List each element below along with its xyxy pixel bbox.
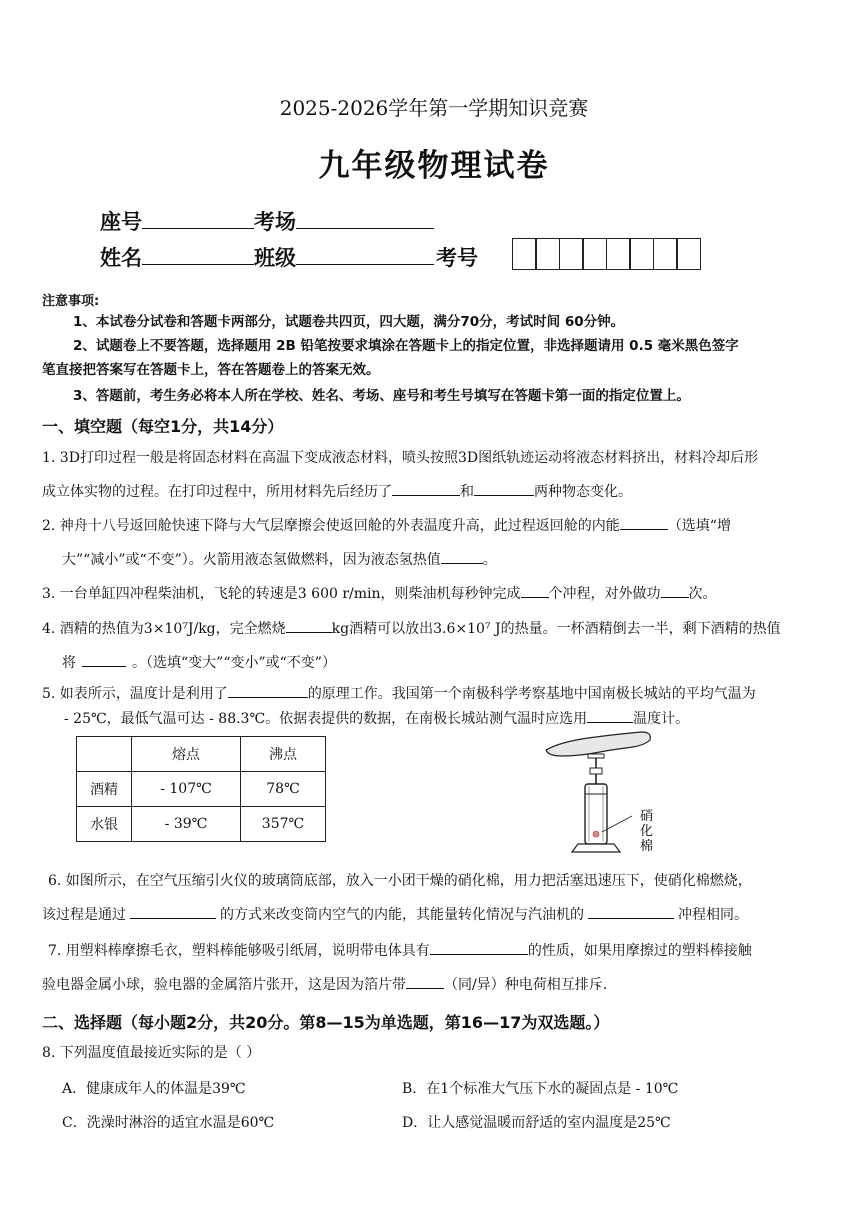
q1-text-c: 两种物态变化。 xyxy=(534,484,632,500)
collar xyxy=(590,768,602,774)
note-1: 1、本试卷分试卷和答题卡两部分，试题卷共四页，四大题，满分70分，考试时间 60分钟。 xyxy=(73,314,625,330)
name-blank[interactable] xyxy=(142,246,254,265)
q1-blank-2[interactable] xyxy=(474,481,534,496)
q6-text-a: 该过程是通过 xyxy=(42,907,126,923)
q2-blank-2[interactable] xyxy=(441,549,483,564)
q2-text-c: 大”“减小”或“不变”）。火箭用液态氢做燃料，因为液态氢热值 xyxy=(62,552,441,568)
section-2-heading: 二、选择题（每小题2分，共20分。第8—15为单选题，第16—17为双选题。） xyxy=(42,1013,610,1032)
name-class-row xyxy=(100,242,478,272)
q6-line1: 6. 如图所示，在空气压缩引火仪的玻璃筒底部，放入一小团干燥的硝化棉，用力把活塞迅速压下，使硝化棉燃烧， xyxy=(48,873,752,889)
seat-blank[interactable] xyxy=(142,210,254,229)
q3-blank-2[interactable] xyxy=(661,583,689,598)
q4-line1 xyxy=(42,618,781,640)
exam-number-box[interactable] xyxy=(676,238,701,270)
exam-number-box[interactable] xyxy=(512,238,537,270)
q8-option-c[interactable]: C．洗澡时淋浴的适宜水温是60℃ xyxy=(62,1115,275,1131)
table-header-cell: 熔点 xyxy=(132,737,241,772)
seat-label: 座号 xyxy=(100,210,142,234)
exam-number-box[interactable] xyxy=(653,238,678,270)
q8-option-d[interactable]: D．让人感觉温暖而舒适的室内温度是25℃ xyxy=(402,1115,671,1131)
section-1-heading: 一、填空题（每空1分，共14分） xyxy=(42,417,284,436)
q2-line1 xyxy=(42,515,731,537)
q3-text-c: 次。 xyxy=(688,586,717,602)
q4-text-b: kg酒精可以放出3.6×10⁷ J的热量。一杯酒精倒去一半，剩下酒精的热值 xyxy=(331,621,781,637)
q2-text-d: 。 xyxy=(482,552,497,568)
q7-text-c: 验电器金属小球，验电器的金属箔片张开，这是因为箔片带 xyxy=(42,977,406,993)
q5-line1 xyxy=(42,683,756,705)
room-blank[interactable] xyxy=(296,210,434,229)
table-cell: 酒精 xyxy=(77,772,132,807)
q7-blank-2[interactable] xyxy=(406,974,444,989)
table-header-row xyxy=(77,737,326,772)
q8-option-b[interactable]: B．在1个标准大气压下水的凝固点是 - 10℃ xyxy=(402,1081,679,1097)
q2-text-b: （选填“增 xyxy=(667,518,731,534)
table-cell: 357℃ xyxy=(241,807,326,842)
exam-title: 九年级物理试卷 xyxy=(318,148,550,184)
exam-number-box[interactable] xyxy=(535,238,560,270)
q2-text-a: 2. 神舟十八号返回舱快速下降与大气层摩擦会使返回舱的外表温度升高，此过程返回舱的内能 xyxy=(42,518,620,534)
q1-text-a: 成立体实物的过程。在打印过程中，所用材料先后经历了 xyxy=(42,484,392,500)
q8-stem: 8. 下列温度值最接近实际的是（ ） xyxy=(42,1045,261,1061)
exam-number-box[interactable] xyxy=(606,238,631,270)
note-3: 3、答题前，考生务必将本人所在学校、姓名、考场、座号和考生号填写在答题卡第一面的指定位置上。 xyxy=(73,388,690,404)
note-2: 2、试题卷上不要答题，选择题用 2B 铅笔按要求填涂在答题卡上的指定位置，非选择题请用 0.5 毫米黑色签字 xyxy=(73,338,739,354)
q2-line2 xyxy=(62,549,497,571)
q7-blank-1[interactable] xyxy=(430,940,528,955)
class-blank[interactable] xyxy=(296,246,434,265)
exam-no-label: 考号 xyxy=(436,246,478,270)
q4-blank-2[interactable] xyxy=(82,652,126,667)
notes-heading: 注意事项: xyxy=(42,294,100,309)
q5-text-d: 温度计。 xyxy=(633,711,690,727)
q6-text-c: 冲程相同。 xyxy=(678,907,748,923)
exam-number-box[interactable] xyxy=(629,238,654,270)
table-header-cell xyxy=(77,737,132,772)
q5-text-c: - 25℃，最低气温可达 - 88.3℃。依据表提供的数据，在南极长城站测气温时应选用 xyxy=(64,711,588,727)
q4-text-a: 4. 酒精的热值为3×10⁷J/kg，完全燃烧 xyxy=(42,621,286,637)
table-row xyxy=(77,772,326,807)
q7-text-b: 的性质，如果用摩擦过的塑料棒接触 xyxy=(527,943,752,959)
q5-text-a: 5. 如表所示，温度计是利用了 xyxy=(42,686,228,702)
seat-room-row xyxy=(100,206,434,236)
q5-blank-1[interactable] xyxy=(228,683,308,698)
class-label: 班级 xyxy=(254,246,296,270)
q4-blank-1[interactable] xyxy=(286,618,332,633)
q3-line xyxy=(42,583,717,605)
q1-line2 xyxy=(42,481,632,503)
table-cell: - 107℃ xyxy=(132,772,241,807)
q3-text-a: 3. 一台单缸四冲程柴油机，飞轮的转速是3 600 r/min，则柴油机每秒钟完成 xyxy=(42,586,521,602)
base xyxy=(572,844,620,852)
air-compression-igniter-figure xyxy=(540,728,670,858)
name-label: 姓名 xyxy=(100,246,142,270)
q4-line2 xyxy=(62,652,336,674)
cotton-icon xyxy=(593,831,599,837)
q1-blank-1[interactable] xyxy=(392,481,460,496)
hand-icon xyxy=(546,732,650,756)
q6-blank-2[interactable] xyxy=(588,904,674,919)
q5-blank-2[interactable] xyxy=(587,708,633,723)
table-header-cell: 沸点 xyxy=(241,737,326,772)
q7-line2 xyxy=(42,974,607,996)
q5-text-b: 的原理工作。我国第一个南极科学考察基地中国南极长城站的平均气温为 xyxy=(307,686,756,702)
q8-option-a[interactable]: A．健康成年人的体温是39℃ xyxy=(62,1081,246,1097)
q6-text-b: 的方式来改变筒内空气的内能，其能量转化情况与汽油机的 xyxy=(220,907,584,923)
exam-number-box[interactable] xyxy=(582,238,607,270)
exam-subtitle: 2025-2026学年第一学期知识竞赛 xyxy=(279,96,589,120)
table-cell: 水银 xyxy=(77,807,132,842)
q5-line2 xyxy=(64,708,689,730)
q7-text-a: 7. 用塑料棒摩擦毛衣，塑料棒能够吸引纸屑，说明带电体具有 xyxy=(48,943,430,959)
exam-number-boxes xyxy=(513,238,701,270)
q4-text-d: 。（选填“变大”“变小”或“不变”） xyxy=(132,655,336,671)
q1-line1: 1. 3D打印过程一般是将固态材料在高温下变成液态材料，喷头按照3D图纸轨迹运动将液态材料挤出，材料冷却后形 xyxy=(42,450,759,466)
q1-text-b: 和 xyxy=(460,484,474,500)
q6-blank-1[interactable] xyxy=(130,904,216,919)
q2-blank-1[interactable] xyxy=(620,515,668,530)
exam-number-box[interactable] xyxy=(559,238,584,270)
figure-label-char: 硝 xyxy=(640,809,654,824)
room-label: 考场 xyxy=(254,210,296,234)
q6-line2 xyxy=(42,904,748,926)
piston-cap xyxy=(588,754,604,758)
table-cell: 78℃ xyxy=(241,772,326,807)
q7-text-d: （同/异）种电荷相互排斥. xyxy=(444,977,608,993)
table-row xyxy=(77,807,326,842)
figure-label-char: 棉 xyxy=(640,839,654,854)
melting-boiling-table xyxy=(76,736,326,842)
q7-line1 xyxy=(48,940,752,962)
note-2-cont: 笔直接把答案写在答题卡上，答在答题卷上的答案无效。 xyxy=(42,362,380,378)
q4-text-c: 将 xyxy=(62,655,76,671)
figure-label-char: 化 xyxy=(640,824,654,839)
q3-blank-1[interactable] xyxy=(521,583,549,598)
table-cell: - 39℃ xyxy=(132,807,241,842)
q3-text-b: 个冲程，对外做功 xyxy=(548,586,661,602)
